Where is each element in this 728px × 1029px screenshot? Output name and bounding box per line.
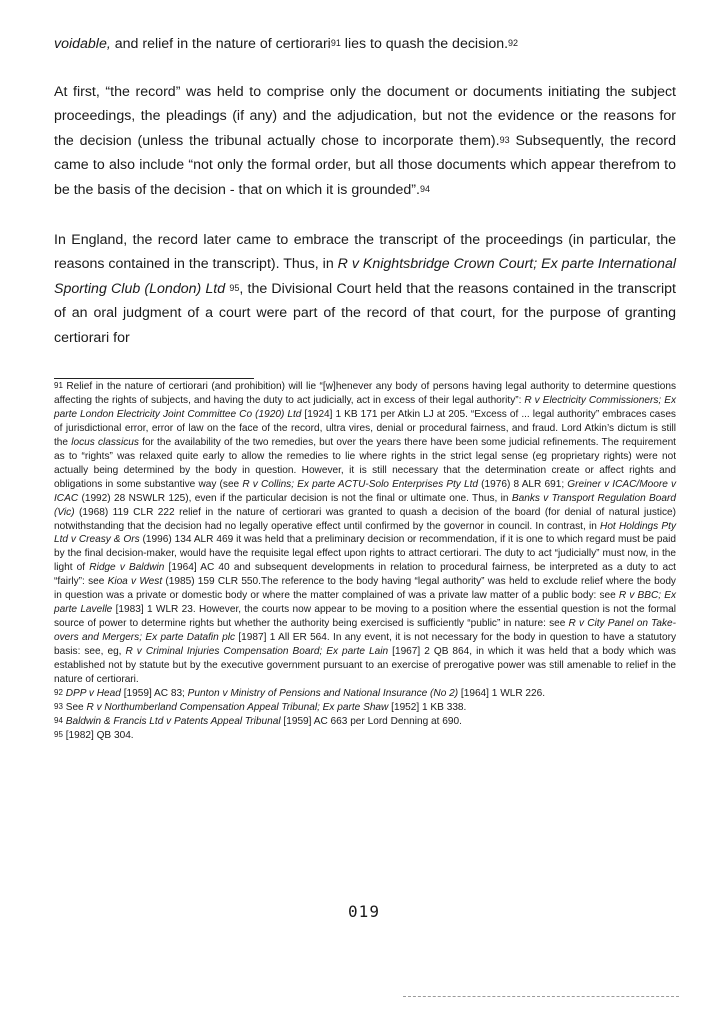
case-citation: voidable, <box>54 36 111 52</box>
footnote-ref: 92 <box>54 687 63 697</box>
text-run: lies to quash the decision. <box>340 36 509 52</box>
footnote-95 <box>54 729 676 743</box>
text-run: Relief in the nature of certiorari (and prohibition) will lie “[w]henever any body of persons having legal authority to determine questions affecting the rights of subjects, and having the duty to act judicially, act in excess of their legal authority”: <box>54 381 676 406</box>
text-run: (1996) 134 ALR 469 it was held that a preliminary decision or recommendation, if it is one to which regard must be paid by the final decision-maker, would have the requisite legal effect upon rights to attract certiorari. The duty to act “judicially” must now, in the light of <box>54 534 676 574</box>
text-run: [1983] 1 WLR 23. However, the courts now appear to be moving to a position where the essential question is not the formal source of power to determine rights but whether the authority being exercised is sufficiently “public” in nature: see <box>54 604 676 630</box>
case-citation: Ridge v Baldwin <box>89 562 165 574</box>
scan-artifact-line <box>403 996 679 997</box>
case-citation: R v Northumberland Compensation Appeal Tribunal; Ex parte Shaw <box>86 701 389 713</box>
case-citation: locus classicus <box>71 436 139 448</box>
case-citation: Hot Holdings Pty Ltd v Creasy & Ors <box>54 520 677 546</box>
text-run: [1982] QB 304. <box>62 729 134 741</box>
text-run: In England, the record later came to embrace the transcript of the proceedings (in particular, the reasons contained in the transcript). Thus, in <box>54 232 676 273</box>
footnote-ref: 95 <box>229 282 240 293</box>
case-citation: R v Knightsbridge Crown Court; Ex parte International Sporting Club (London) Ltd <box>54 256 676 297</box>
footnote-ref: 93 <box>54 701 63 711</box>
case-citation: R v Collins; Ex parte ACTU-Solo Enterprises Pty Ltd <box>242 478 479 490</box>
text-run: for the availability of the two remedies, but over the years there have been some judicial refinements. The requirement as to “rights” was relaxed quite early to allow the remedies to lie where rights in the strict legal sense (eg proprietary rights) were not actually being determined by the body in question. However, it is still necessary that the determination create or affect rights and obligations in some substantive way (see <box>54 436 676 490</box>
footnote-ref: 91 <box>54 381 63 390</box>
body-paragraph <box>54 32 676 56</box>
footnote-ref: 93 <box>499 134 510 145</box>
case-citation: DPP v Head <box>65 687 121 699</box>
footnote-ref: 94 <box>419 183 430 194</box>
case-citation: R v City Panel on Take-overs and Mergers; Ex parte Datafin plc <box>54 618 676 644</box>
footnote-ref: 94 <box>54 715 63 725</box>
case-citation: Punton v Ministry of Pensions and National Insurance (No 2) <box>187 687 459 699</box>
text-run: and relief in the nature of certiorari <box>110 36 331 52</box>
case-citation: Banks v Transport Regulation Board (Vic) <box>54 492 676 518</box>
case-citation: Kioa v West <box>107 576 163 588</box>
page-number: 019 <box>348 902 380 921</box>
text-run: (1976) 8 ALR 691; <box>478 478 568 490</box>
text-run: [1964] AC 40 and subsequent developments in relation to procedural fairness, be interpreted as a duty to act “fairly”: see <box>54 562 676 588</box>
text-run: (1968) 119 CLR 222 relief in the nature of certiorari was granted to quash a decision of the board (for denial of natural justice) notwithstanding that the decision had no legally operative effect until confirmed by the governor in council. In contrast, in <box>54 506 676 532</box>
footnote-93 <box>54 701 676 715</box>
case-citation: Greiner v ICAC/Moore v ICAC <box>54 478 676 504</box>
text-run: [1959] AC 83; <box>120 687 188 699</box>
text-run: [1924] 1 KB 171 per Atkin LJ at 205. “Excess of ... legal authority” embraces cases of jurisdictional error, error of law on the face of the record, ultra vires, denial or procedural fairness, and fraud. Lord Atkin’s dictum is still the <box>54 408 676 448</box>
footnotes <box>54 380 676 743</box>
text-run: [1967] 2 QB 864, in which it was held that a body which was established not by statute but by the executive government pursuant to an exercise of prerogative power was still amenable to relief in the nature of certiorari. <box>54 646 676 686</box>
footnote-94 <box>54 715 676 729</box>
text-run: At first, “the record” was held to comprise only the document or documents initiating the subject proceedings, the pleadings (if any) and the adjudication, but not the evidence or the reasons for the decision (unless the tribunal actually chose to incorporate them). <box>54 84 676 149</box>
text-run: , the Divisional Court held that the reasons contained in the transcript of an oral judgment of a court were part of the record of that court, for the purpose of granting certiorari for <box>54 280 676 346</box>
text-run: (1992) 28 NSWLR 125), even if the particular decision is not the final or ultimate one. Thus, in <box>78 492 512 504</box>
text-run: [1959] AC 663 per Lord Denning at 690. <box>280 715 462 727</box>
text-run: [1952] 1 KB 338. <box>388 701 467 713</box>
body-paragraph <box>54 228 676 350</box>
case-citation: R v BBC; Ex parte Lavelle <box>54 590 677 616</box>
text-run: See <box>62 701 87 713</box>
text-run: [1987] 1 All ER 564. In any event, it is not necessary for the body in question to have a statutory basis: see, eg, <box>54 632 676 658</box>
case-citation: R v Electricity Commissioners; Ex parte London Electricity Joint Committee Co (1920) Ltd <box>54 394 676 420</box>
case-citation: Baldwin & Francis Ltd v Patents Appeal Tribunal <box>65 715 281 727</box>
case-citation: R v Criminal Injuries Compensation Board; Ex parte Lain <box>125 646 389 658</box>
text-run: Subsequently, the record came to also include “not only the formal order, but all those documents which appear therefrom to be the basis of the decision - that on which it is grounded”. <box>54 132 676 198</box>
text-run: (1985) 159 CLR 550.The reference to the body having “legal authority” was held to exclude relief where the body in question was a private or domestic body or where the matter complained of was a private law matter of a public body: see <box>54 576 676 602</box>
footnote-ref: 91 <box>330 38 341 48</box>
footnote-separator <box>54 378 254 379</box>
body-paragraph <box>54 80 676 202</box>
footnote-92 <box>54 687 676 701</box>
footnote-ref: 92 <box>508 38 519 48</box>
footnote-91 <box>54 380 676 687</box>
text-run: [1964] 1 WLR 226. <box>458 687 546 699</box>
footnote-ref: 95 <box>54 729 63 739</box>
